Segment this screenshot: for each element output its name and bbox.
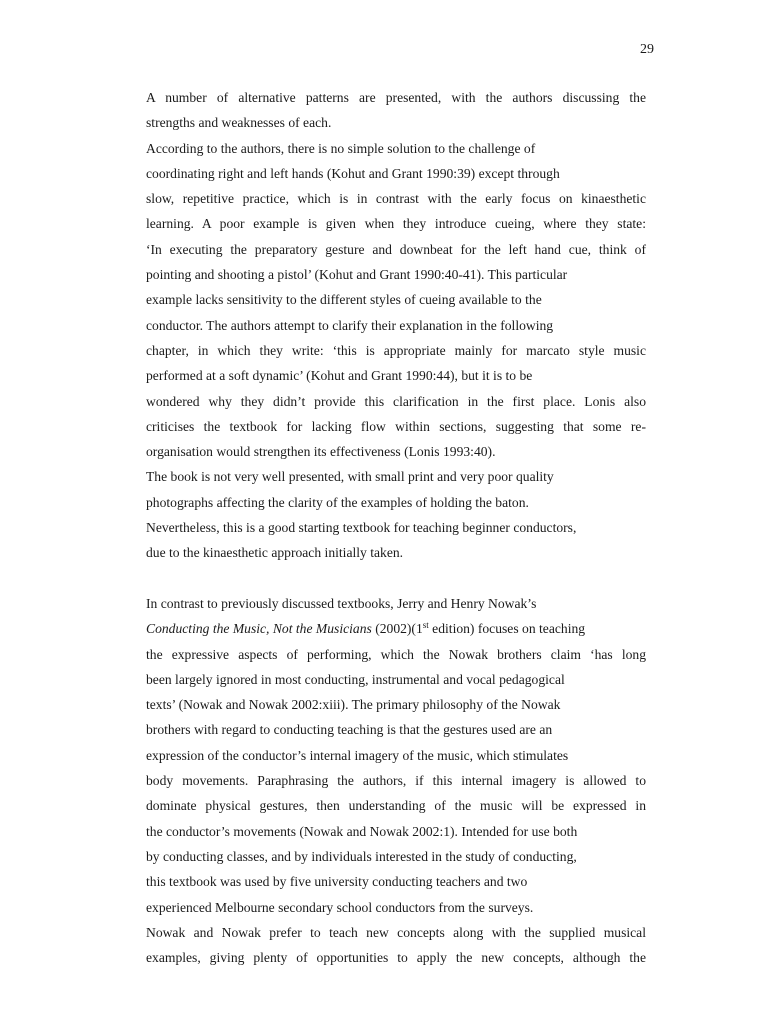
text-line: this textbook was used by five university conducting teachers and two: [146, 874, 528, 890]
text-line: ‘In executing the preparatory gesture and downbeat for the left hand cue, think of: [146, 241, 646, 257]
year-text: (2002)(1: [371, 621, 423, 637]
text-line: experienced Melbourne secondary school conductors from the surveys.: [146, 899, 534, 915]
edition-text: edition) focuses on teaching: [428, 621, 586, 637]
text-line: learning. A poor example is given when they introduce cueing, where they state:: [146, 216, 646, 232]
text-line: wondered why they didn’t provide this clarification in the first place. Lonis also: [146, 393, 646, 409]
text-line: example lacks sensitivity to the different styles of cueing available to the: [146, 292, 542, 308]
text-line: the conductor’s movements (Nowak and Nowak 2002:1). Intended for use both: [146, 823, 578, 839]
text-line: chapter, in which they write: ‘this is appropriate mainly for marcato style music: [146, 342, 646, 358]
text-line: due to the kinaesthetic approach initially taken.: [146, 545, 404, 561]
text-line: Nowak and Nowak prefer to teach new concepts along with the supplied musical: [146, 924, 646, 940]
text-line: brothers with regard to conducting teaching is that the gestures used are an: [146, 722, 553, 738]
text-line: texts’ (Nowak and Nowak 2002:xiii). The primary philosophy of the Nowak: [146, 697, 561, 713]
book-title: Conducting the Music, Not the Musicians: [146, 621, 372, 637]
text-line: A number of alternative patterns are presented, with the authors discussing the: [146, 90, 646, 105]
text-line: criticises the textbook for lacking flow within sections, suggesting that some re-: [146, 418, 646, 434]
paragraph-gap: [146, 566, 646, 591]
text-line: The book is not very well presented, with small print and very poor quality: [146, 469, 554, 485]
text-line: strengths and weaknesses of each.: [146, 115, 332, 131]
text-line: performed at a soft dynamic’ (Kohut and Grant 1990:44), but it is to be: [146, 368, 533, 384]
document-body: [146, 85, 646, 970]
text-line: organisation would strengthen its effectiveness (Lonis 1993:40).: [146, 444, 496, 460]
text-line: expression of the conductor’s internal imagery of the music, which stimulates: [146, 747, 569, 763]
text-line: According to the authors, there is no simple solution to the challenge of: [146, 140, 536, 156]
text-line: slow, repetitive practice, which is in contrast with the early focus on kinaesthetic: [146, 191, 646, 207]
text-line: the expressive aspects of performing, which the Nowak brothers claim ‘has long: [146, 646, 646, 662]
text-line: conductor. The authors attempt to clarify their explanation in the following: [146, 317, 554, 333]
text-line: dominate physical gestures, then understanding of the music will be expressed in: [146, 798, 646, 814]
text-line-with-title: [146, 616, 646, 641]
text-line: been largely ignored in most conducting, instrumental and vocal pedagogical: [146, 671, 565, 687]
text-line: Nevertheless, this is a good starting textbook for teaching beginner conductors,: [146, 520, 577, 536]
text-line: photographs affecting the clarity of the examples of holding the baton.: [146, 494, 529, 510]
text-line: In contrast to previously discussed textbooks, Jerry and Henry Nowak’s: [146, 595, 537, 611]
text-line: by conducting classes, and by individuals interested in the study of conducting,: [146, 848, 577, 864]
page-number: 29: [640, 42, 654, 57]
text-line: pointing and shooting a pistol’ (Kohut and Grant 1990:40-41). This particular: [146, 267, 568, 283]
text-line: body movements. Paraphrasing the authors, if this internal imagery is allowed to: [146, 773, 646, 789]
edition-superscript: st: [422, 620, 429, 631]
text-line: examples, giving plenty of opportunities to apply the new concepts, although the: [146, 950, 646, 966]
text-line: coordinating right and left hands (Kohut and Grant 1990:39) except through: [146, 165, 560, 181]
